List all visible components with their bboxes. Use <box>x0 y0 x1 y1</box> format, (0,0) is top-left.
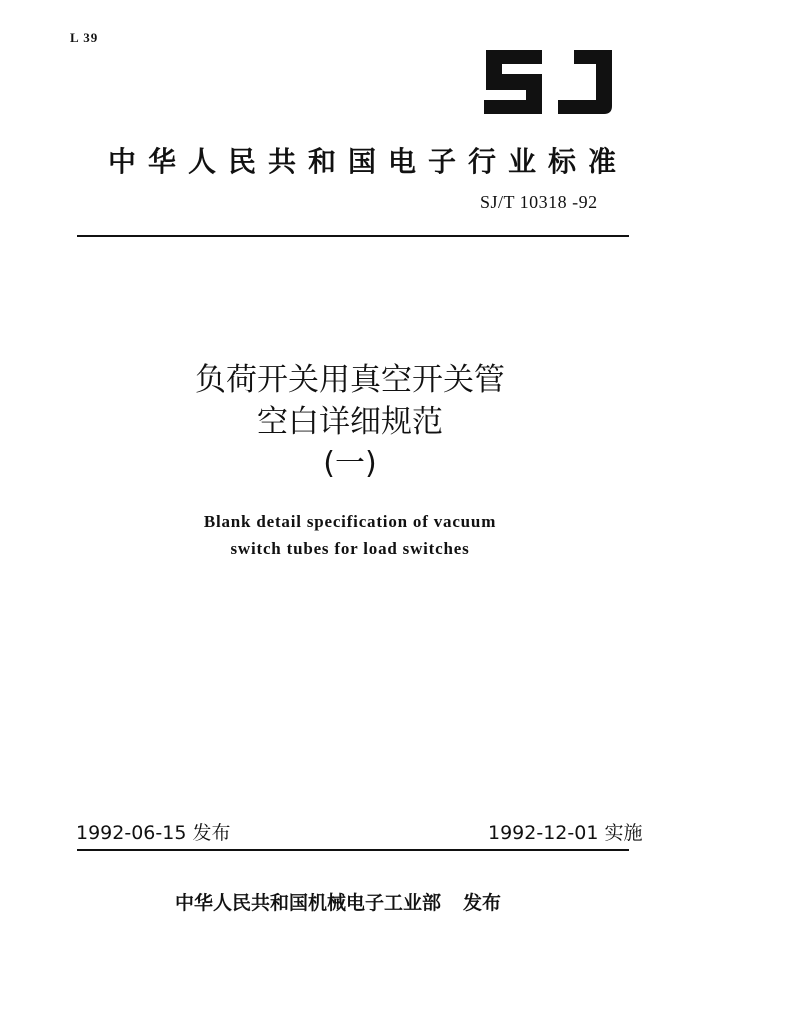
document-title-part: (一) <box>323 446 377 481</box>
effective-date: 1992-12-01 实施 <box>488 822 643 844</box>
document-title-line-2: 空白详细规范 <box>257 404 443 440</box>
english-title-line-1: Blank detail specification of vacuum <box>203 512 497 531</box>
bottom-divider <box>77 849 629 851</box>
issue-date: 1992-06-15 发布 <box>76 822 231 844</box>
issuer-title: 中华人民共和国电子行业标准 <box>108 145 629 178</box>
top-divider <box>77 235 629 237</box>
standard-number: SJ/T 10318 -92 <box>480 192 598 212</box>
publisher-line <box>175 888 501 915</box>
document-title-line-1: 负荷开关用真空开关管 <box>195 362 505 398</box>
publisher-action: 发布 <box>463 892 502 914</box>
sj-logo <box>478 44 618 120</box>
english-title-line-2: switch tubes for load switches <box>230 539 470 558</box>
publisher-name: 中华人民共和国机械电子工业部 <box>175 892 442 914</box>
classification-code: L 39 <box>70 30 99 45</box>
